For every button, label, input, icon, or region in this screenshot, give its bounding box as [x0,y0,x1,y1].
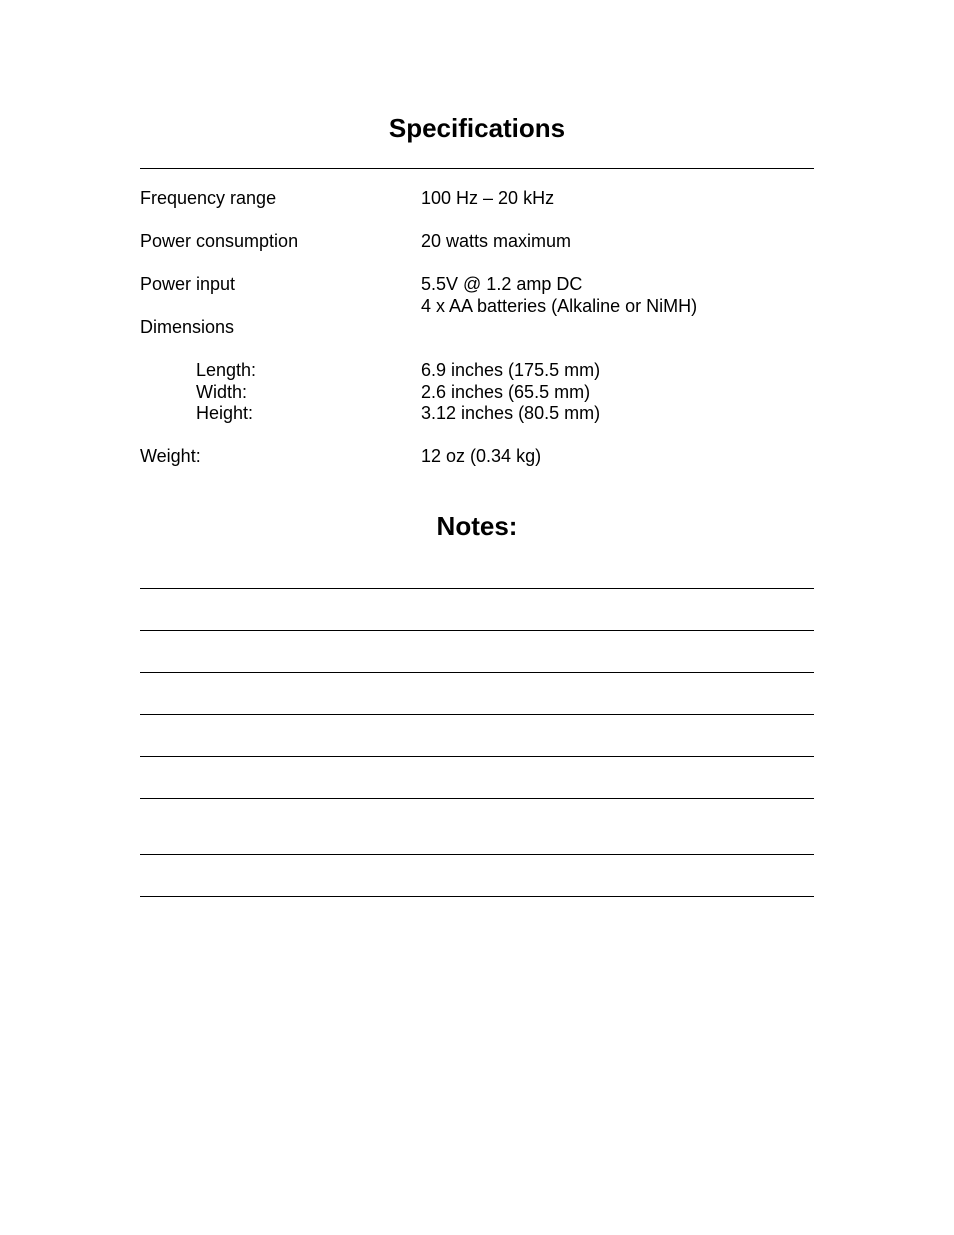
notes-line [140,756,814,757]
notes-line [140,854,814,855]
height-label: Height: [196,403,254,423]
width-label: Width: [196,382,248,402]
notes-line [140,714,814,715]
power-input-value-1: 5.5V @ 1.2 amp DC [421,274,583,294]
notes-line [140,896,814,897]
length-label: Length: [196,360,257,380]
frequency-range-value: 100 Hz – 20 kHz [421,188,555,208]
height-value: 3.12 inches (80.5 mm) [421,403,601,423]
dimensions-label: Dimensions [140,317,235,337]
weight-value: 12 oz (0.34 kg) [421,446,542,466]
notes-title: Notes: [436,511,518,541]
power-input-value-2: 4 x AA batteries (Alkaline or NiMH) [421,296,698,316]
width-value: 2.6 inches (65.5 mm) [421,382,591,402]
notes-line [140,630,814,631]
length-value: 6.9 inches (175.5 mm) [421,360,601,380]
notes-line [140,672,814,673]
notes-line [140,588,814,589]
power-consumption-label: Power consumption [140,231,299,251]
frequency-range-label: Frequency range [140,188,277,208]
power-consumption-value: 20 watts maximum [421,231,572,251]
notes-line [140,798,814,799]
specifications-title: Specifications [388,113,566,143]
title-divider [140,168,814,169]
power-input-label: Power input [140,274,236,294]
weight-label: Weight: [140,446,201,466]
